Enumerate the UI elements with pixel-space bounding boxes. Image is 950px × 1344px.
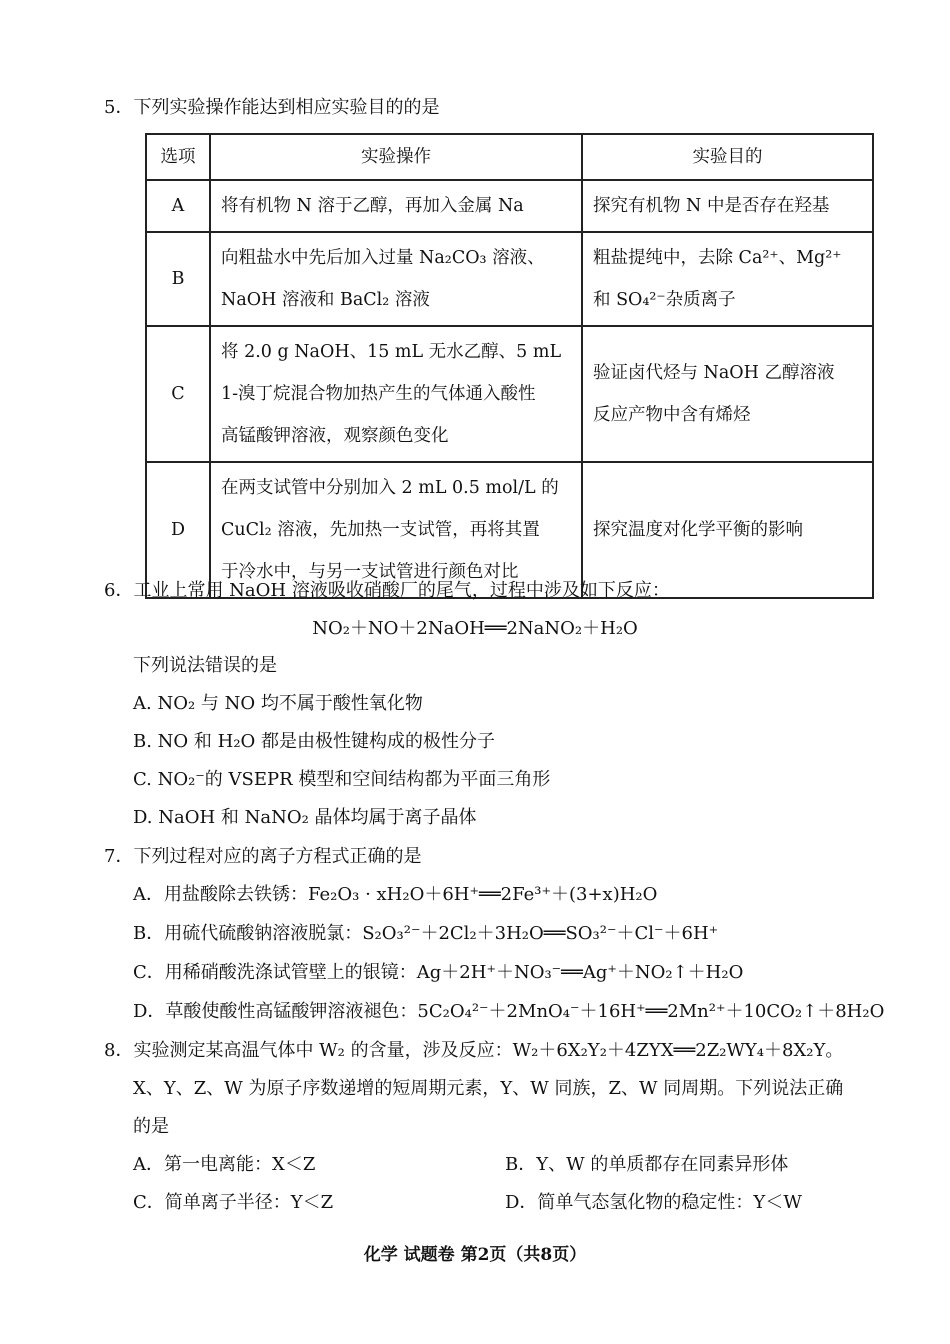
row-key: A <box>146 180 210 232</box>
question-7-option-a: A．用盐酸除去铁锈：Fe₂O₃ · xH₂O＋6H⁺══2Fe³⁺＋(3+x)H₂O <box>133 884 658 905</box>
row-goal <box>582 232 873 326</box>
question-7-option-d: D．草酸使酸性高锰酸钾溶液褪色：5C₂O₄²⁻＋2MnO₄⁻＋16H⁺══2Mn²⁺＋10CO₂↑＋8H₂O <box>133 1001 885 1022</box>
question-8-stem-line-2: X、Y、Z、W 为原子序数递增的短周期元素，Y、W 同族，Z、W 同周期。下列说法正确 <box>133 1078 844 1099</box>
header-goal: 实验目的 <box>582 134 873 180</box>
question-7-option-c: C．用稀硝酸洗涤试管壁上的银镜：Ag＋2H⁺＋NO₃⁻══Ag⁺＋NO₂↑＋H₂O <box>133 962 744 983</box>
question-5-stem: 5．下列实验操作能达到相应实验目的的是 <box>104 97 440 118</box>
operation-line: 1-溴丁烷混合物加热产生的气体通入酸性 <box>221 384 536 404</box>
row-operation <box>210 232 582 326</box>
page-footer: 化学 试题卷 第2页（共8页） <box>363 1245 587 1265</box>
operation-line: 于冷水中，与另一支试管进行颜色对比 <box>221 562 519 582</box>
question-8-option-d: D．简单气态氢化物的稳定性：Y＜W <box>505 1192 802 1213</box>
question-8-option-b: B．Y、W 的单质都存在同素异形体 <box>505 1154 789 1175</box>
question-6-option-d: D. NaOH 和 NaNO₂ 晶体均属于离子晶体 <box>133 807 477 828</box>
row-goal <box>582 180 873 232</box>
table-row <box>146 180 873 232</box>
row-goal <box>582 326 873 462</box>
operation-line: NaOH 溶液和 BaCl₂ 溶液 <box>221 290 430 310</box>
question-8-option-c: C．简单离子半径：Y＜Z <box>133 1192 334 1213</box>
row-key: C <box>146 326 210 462</box>
row-key: D <box>146 462 210 598</box>
table-row <box>146 326 873 462</box>
operation-line: 将有机物 N 溶于乙醇，再加入金属 Na <box>221 196 524 216</box>
operation-line: 向粗盐水中先后加入过量 Na₂CO₃ 溶液、 <box>221 248 545 268</box>
goal-line: 验证卤代烃与 NaOH 乙醇溶液 <box>593 363 835 383</box>
table-header-row <box>146 134 873 180</box>
goal-line: 探究温度对化学平衡的影响 <box>593 520 803 540</box>
operation-line: 在两支试管中分别加入 2 mL 0.5 mol/L 的 <box>221 478 559 498</box>
experiment-table <box>145 133 874 599</box>
question-7-stem: 7．下列过程对应的离子方程式正确的是 <box>104 846 422 867</box>
question-8-stem-line-1: 8．实验测定某高温气体中 W₂ 的含量，涉及反应：W₂＋6X₂Y₂＋4ZYX══2Z₂WY₄＋8X₂Y。 <box>104 1040 844 1061</box>
question-6-option-c: C. NO₂⁻的 VSEPR 模型和空间结构都为平面三角形 <box>133 769 551 790</box>
operation-line: 高锰酸钾溶液，观察颜色变化 <box>221 426 449 446</box>
question-6-option-b: B. NO 和 H₂O 都是由极性键构成的极性分子 <box>133 731 496 752</box>
header-option: 选项 <box>146 134 210 180</box>
question-6-stem: 6．工业上常用 NaOH 溶液吸收硝酸厂的尾气，过程中涉及如下反应： <box>104 580 670 601</box>
goal-line: 粗盐提纯中，去除 Ca²⁺、Mg²⁺ <box>593 248 842 268</box>
row-operation <box>210 180 582 232</box>
goal-line: 反应产物中含有烯烃 <box>593 405 751 425</box>
question-6-option-a: A. NO₂ 与 NO 均不属于酸性氧化物 <box>133 693 423 714</box>
goal-line: 和 SO₄²⁻杂质离子 <box>593 290 736 310</box>
question-8-option-a: A．第一电离能：X＜Z <box>133 1154 316 1175</box>
question-6-prompt: 下列说法错误的是 <box>133 655 277 676</box>
header-operation: 实验操作 <box>210 134 582 180</box>
operation-line: 将 2.0 g NaOH、15 mL 无水乙醇、5 mL <box>221 342 562 362</box>
row-key: B <box>146 232 210 326</box>
goal-line: 探究有机物 N 中是否存在羟基 <box>593 196 830 216</box>
question-8-stem-line-3: 的是 <box>133 1116 169 1137</box>
table-row <box>146 232 873 326</box>
row-operation <box>210 326 582 462</box>
question-7-option-b: B．用硫代硫酸钠溶液脱氯：S₂O₃²⁻＋2Cl₂＋3H₂O══SO₃²⁻＋Cl⁻＋6H⁺ <box>133 923 719 944</box>
operation-line: CuCl₂ 溶液，先加热一支试管，再将其置 <box>221 520 540 540</box>
question-6-equation: NO₂＋NO＋2NaOH══2NaNO₂＋H₂O <box>312 618 638 639</box>
